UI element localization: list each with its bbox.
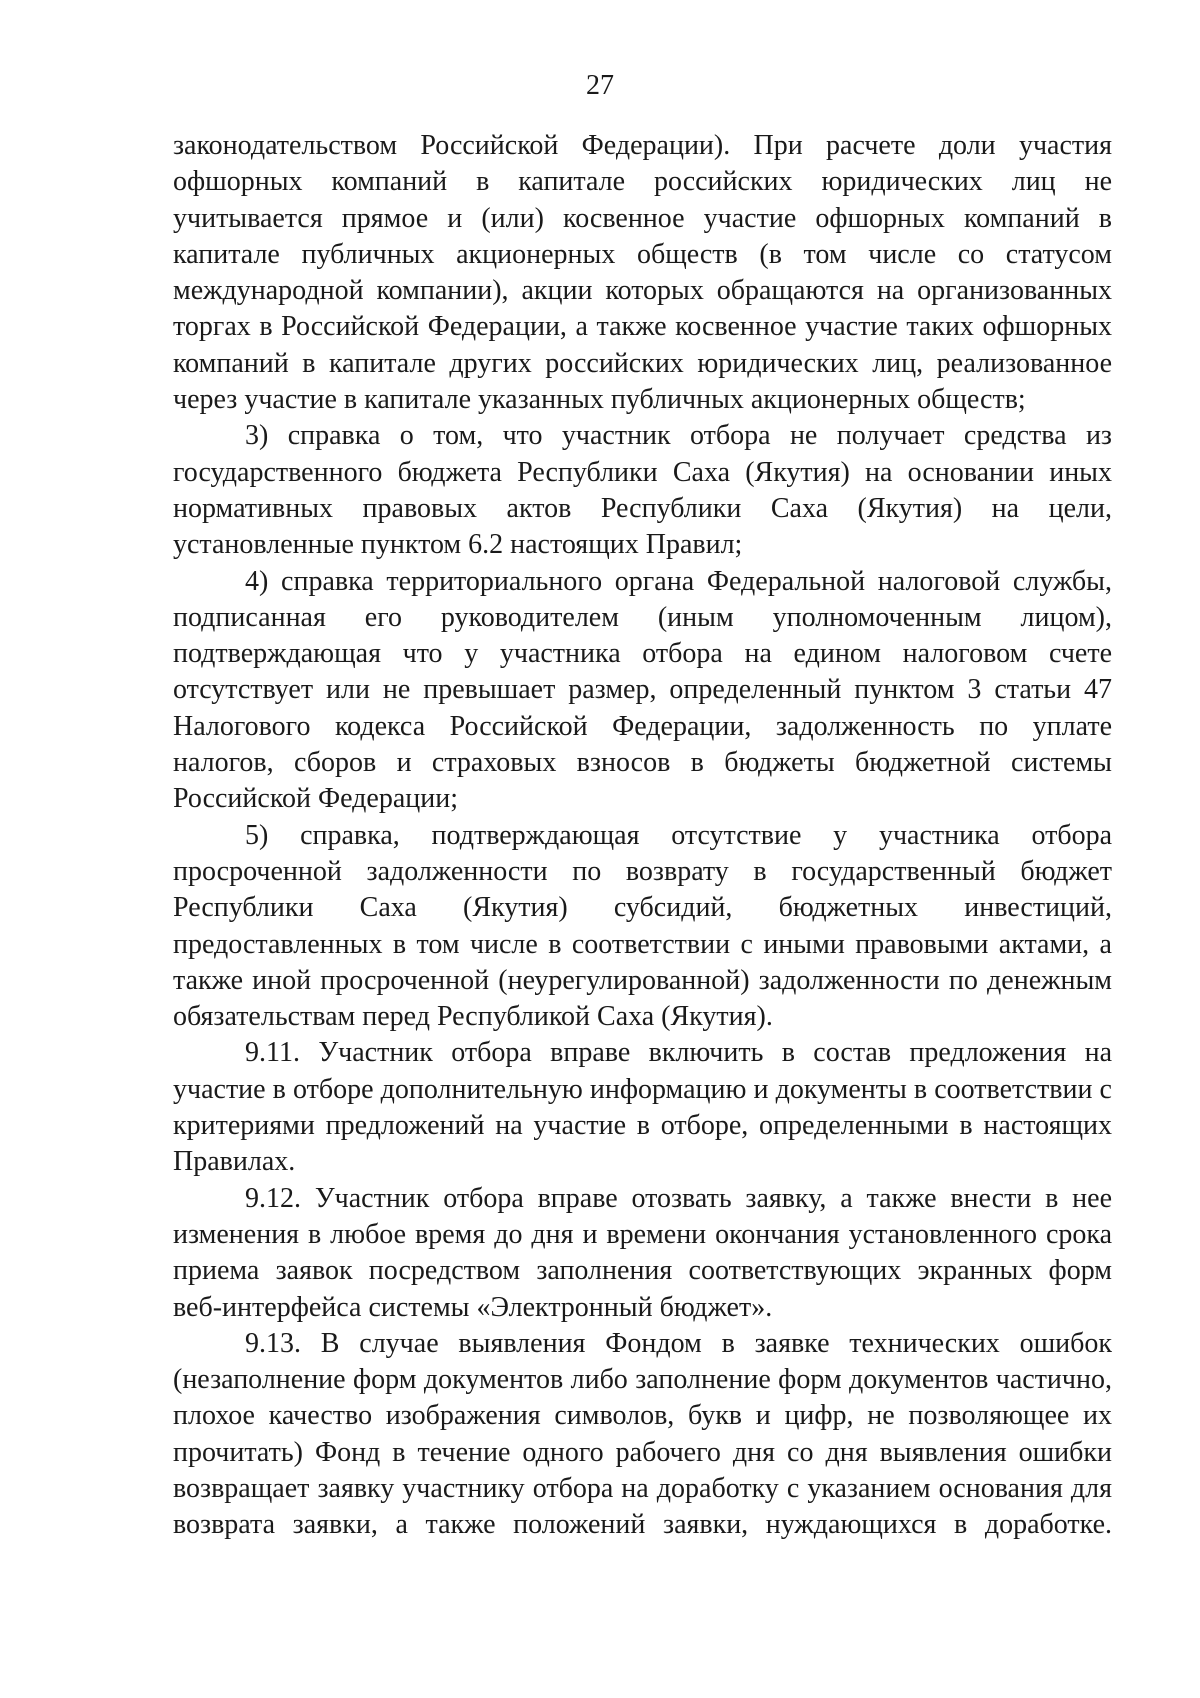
paragraph-continuation: законодательством Российской Федерации). При расчете доли участия офшорных компаний в капитале российских юридических лиц не учитывается прямое и (или) косвенное участие офшорных компаний в капитале публичных акционерных обществ (в том числе со статусом международной компании), акции которых обращаются на организованных торгах в Российской Федерации, а также косвенное участие таких офшорных компаний в капитале других российских юридических лиц, реализованное через участие в капитале указанных публичных акционерных обществ; (173, 130, 1112, 416)
document-body (173, 128, 1112, 1544)
paragraph-clause-9-11: 9.11. Участник отбора вправе включить в состав предложения на участие в отборе дополнительную информацию и документы в соответствии с критериями предложений на участие в отборе, определенными в настоящих Правилах. (173, 1037, 1112, 1178)
page-number: 27 (586, 70, 614, 101)
paragraph-clause-9-12: 9.12. Участник отбора вправе отозвать заявку, а также внести в нее изменения в любое время до дня и времени окончания установленного срока приема заявок посредством заполнения соответствующих экранных форм веб-интерфейса системы «Электронный бюджет». (173, 1182, 1112, 1323)
paragraph-item-4: 4) справка территориального органа Федеральной налоговой службы, подписанная его руководителем (иным уполномоченным лицом), подтверждающая что у участника отбора на едином налоговом счете отсутствует или не превышает размер, определенный пунктом 3 статьи 47 Налогового кодекса Российской Федерации, задолженность по уплате налогов, сборов и страховых взносов в бюджеты бюджетной системы Российской Федерации; (173, 565, 1112, 815)
paragraph-item-5: 5) справка, подтверждающая отсутствие у участника отбора просроченной задолженности по возврату в государственный бюджет Республики Саха (Якутия) субсидий, бюджетных инвестиций, предоставленных в том числе в соответствии с иными правовыми актами, а также иной просроченной (неурегулированной) задолженности по денежным обязательствам перед Республикой Саха (Якутия). (173, 819, 1112, 1033)
paragraph-clause-9-13: 9.13. В случае выявления Фондом в заявке технических ошибок (незаполнение форм документов либо заполнение форм документов частично, плохое качество изображения символов, букв и цифр, не позволяющее их прочитать) Фонд в течение одного рабочего дня со дня выявления ошибки возвращает заявку участнику отбора на доработку с указанием основания для возврата заявки, а также положений заявки, нуждающихся в доработке. (173, 1327, 1112, 1541)
paragraph-item-3: 3) справка о том, что участник отбора не получает средства из государственного бюджета Республики Саха (Якутия) на основании иных нормативных правовых актов Республики Саха (Якутия) на цели, установленные пунктом 6.2 настоящих Правил; (173, 420, 1112, 561)
